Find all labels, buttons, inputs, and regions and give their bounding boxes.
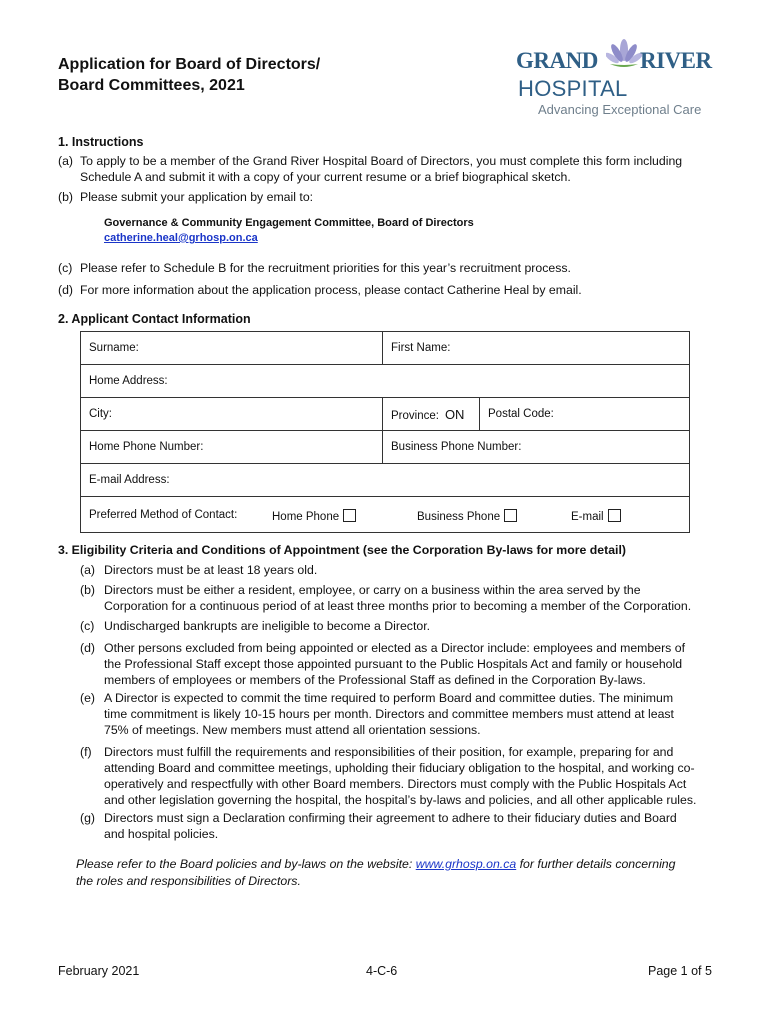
first-name-label: First Name:	[391, 342, 451, 354]
eligibility-item-line: Corporation for a continuous period of at least three months prior to becoming a member of the Corporation.	[104, 599, 692, 613]
footer-page-number: Page 1 of 5	[648, 964, 712, 978]
option-business-phone	[417, 509, 517, 523]
eligibility-item-label: (a)	[80, 563, 96, 577]
eligibility-item-label: (d)	[80, 641, 96, 655]
business-phone-checkbox[interactable]	[504, 509, 517, 522]
website-link[interactable]: www.grhosp.on.ca	[415, 857, 517, 871]
eligibility-item-line: attending Board and committee meetings, upholding their fiduciary obligation to the hospital, and working co-	[104, 761, 695, 775]
instruction-a-line1: To apply to be a member of the Grand River Hospital Board of Directors, you must complete this form including	[80, 154, 683, 168]
instruction-d-text: For more information about the application process, please contact Catherine Heal by email.	[80, 283, 582, 297]
committee-name: Governance & Community Engagement Committee, Board of Directors	[104, 217, 474, 229]
preferred-contact-row	[81, 497, 690, 533]
eligibility-item-line: and hospital policies.	[104, 827, 219, 841]
eligibility-item-line: Undischarged bankrupts are ineligible to become a Director.	[104, 619, 431, 633]
option-home-phone	[272, 509, 356, 523]
footer-date: February 2021	[58, 964, 140, 978]
instructions-heading: 1. Instructions	[58, 135, 144, 149]
logo-word-grand: GRAND	[516, 48, 598, 73]
page-title	[58, 54, 438, 96]
eligibility-item-line: Directors must be at least 18 years old.	[104, 563, 318, 577]
contact-heading: 2. Applicant Contact Information	[58, 312, 251, 326]
instruction-a-line2: Schedule A and submit it with a copy of your current resume or a brief biographical sketch.	[80, 170, 571, 184]
business-phone-option-label: Business Phone	[417, 510, 501, 523]
logo-word-river: RIVER	[640, 48, 712, 73]
option-email	[571, 509, 621, 523]
note-text-after: for further details concerning	[516, 857, 676, 871]
eligibility-item-label: (c)	[80, 619, 95, 633]
eligibility-item-line: and other legislation governing the hospital, the hospital’s by-laws and policies, and all other applicable rules.	[104, 793, 697, 807]
home-address-field[interactable]	[81, 365, 690, 398]
title-line-2: Board Committees, 2021	[58, 77, 245, 94]
province-label: Province:	[391, 409, 439, 422]
home-phone-label: Home Phone Number:	[89, 441, 204, 453]
email-checkbox[interactable]	[608, 509, 621, 522]
eligibility-item-line: Directors must be either a resident, employee, or carry on a business within the area served by the	[104, 583, 641, 597]
grand-river-hospital-logo	[512, 38, 722, 120]
province-field[interactable]	[383, 398, 480, 431]
postal-code-label: Postal Code:	[488, 408, 554, 420]
instruction-b-label: (b)	[58, 190, 74, 204]
home-address-label: Home Address:	[89, 375, 168, 387]
note-text-before: Please refer to the Board policies and by-laws on the website:	[76, 857, 416, 871]
postal-code-field[interactable]	[480, 398, 690, 431]
title-line-1: Application for Board of Directors/	[58, 56, 321, 73]
email-link[interactable]: catherine.heal@grhosp.on.ca	[104, 232, 258, 244]
instruction-c-text: Please refer to Schedule B for the recruitment priorities for this year’s recruitment process.	[80, 261, 571, 275]
email-address-field[interactable]	[81, 464, 690, 497]
preferred-contact-label: Preferred Method of Contact:	[89, 508, 238, 521]
eligibility-item-line: operatively and respectfully with other Board members. Directors must comply with the Public Hospitals Act	[104, 777, 687, 791]
eligibility-item-line: Directors must fulfill the requirements and responsibilities of their position, for example, preparing for and	[104, 745, 674, 759]
eligibility-item-line: Directors must sign a Declaration confirming their agreement to adhere to their fiduciary duties and Board	[104, 811, 677, 825]
email-address-label: E-mail Address:	[89, 474, 170, 486]
business-phone-field[interactable]	[383, 431, 690, 464]
instruction-d-label: (d)	[58, 283, 74, 297]
eligibility-item-label: (f)	[80, 745, 92, 759]
contact-form-table	[80, 331, 690, 533]
eligibility-item-label: (g)	[80, 811, 96, 825]
submission-contact	[104, 216, 474, 246]
city-label: City:	[89, 408, 112, 420]
instruction-a-label: (a)	[58, 154, 74, 168]
eligibility-item-line: Other persons excluded from being appointed or elected as a Director include: employees and members of	[104, 641, 686, 655]
footer-code: 4-C-6	[366, 964, 398, 978]
note-text-line2: the roles and responsibilities of Directors.	[76, 874, 301, 888]
eligibility-item-label: (b)	[80, 583, 96, 597]
home-phone-checkbox[interactable]	[343, 509, 356, 522]
eligibility-item-line: time commitment is likely 10-15 hours per month. Directors and committee members must attend at least	[104, 707, 674, 721]
logo-tagline: Advancing Exceptional Care	[538, 102, 702, 117]
eligibility-heading: 3. Eligibility Criteria and Conditions of Appointment (see the Corporation By-laws for more detail)	[58, 543, 626, 557]
business-phone-label: Business Phone Number:	[391, 441, 522, 453]
home-phone-option-label: Home Phone	[272, 510, 340, 523]
city-field[interactable]	[81, 398, 383, 431]
eligibility-item-line: the Professional Staff except those appointed pursuant to the Public Hospitals Act and family or household	[104, 657, 683, 671]
lotus-flower-icon	[606, 38, 642, 68]
first-name-field[interactable]	[383, 332, 690, 365]
eligibility-item-line: members of employees or members of the Professional Staff as defined in the Corporation By-laws.	[104, 673, 646, 687]
logo-word-hospital: HOSPITAL	[518, 76, 628, 101]
instruction-c-label: (c)	[58, 261, 73, 275]
eligibility-item-label: (e)	[80, 691, 96, 705]
eligibility-item-line: A Director is expected to commit the time required to perform Board and committee duties. The minimum	[104, 691, 674, 705]
website-note	[76, 856, 716, 890]
eligibility-item-line: 75% of meetings. New members must attend all orientation sessions.	[104, 723, 481, 737]
surname-field[interactable]	[81, 332, 383, 365]
home-phone-field[interactable]	[81, 431, 383, 464]
province-value: ON	[444, 406, 465, 422]
instruction-b-text: Please submit your application by email to:	[80, 190, 314, 204]
email-option-label: E-mail	[571, 510, 604, 523]
surname-label: Surname:	[89, 342, 139, 354]
